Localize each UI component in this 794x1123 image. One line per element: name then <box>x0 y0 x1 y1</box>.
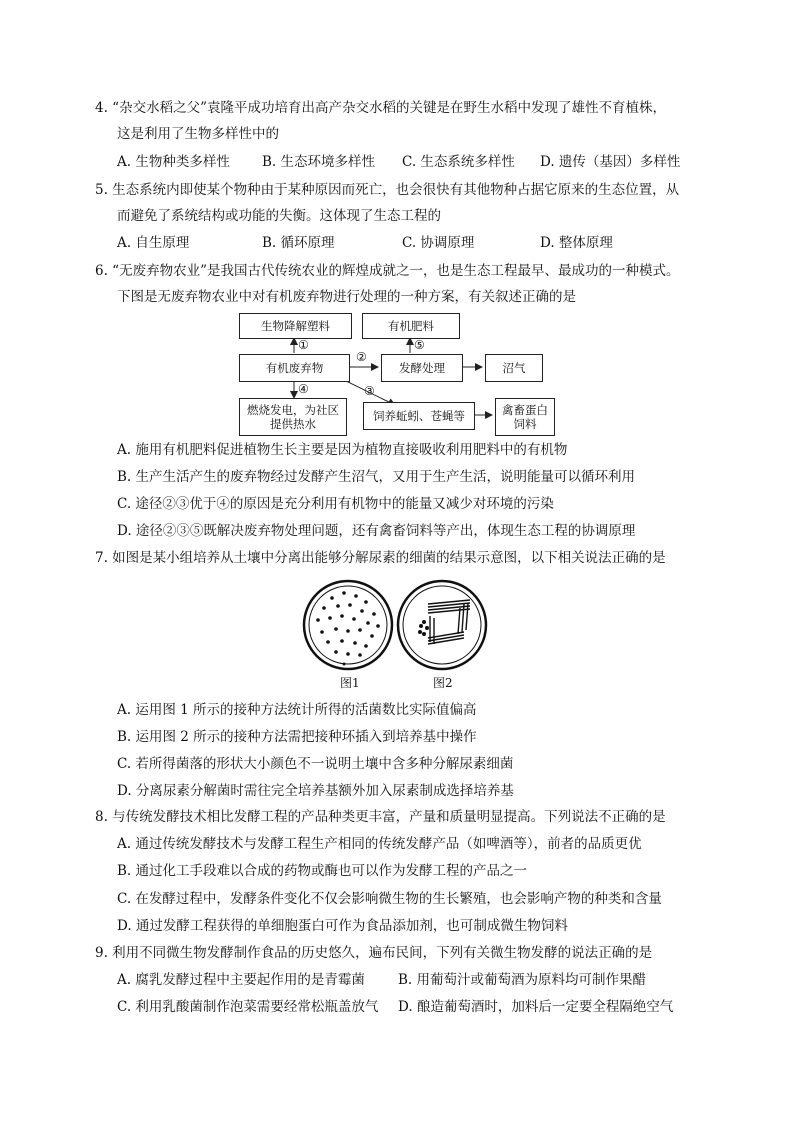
box-burn-power <box>239 398 347 436</box>
burn-line1: 燃烧发电，为社区 <box>247 403 339 417</box>
q4-option-a[interactable]: A. 生物种类多样性 <box>117 154 230 170</box>
q7-option-d[interactable]: D. 分离尿素分解菌时需往完全培养基额外加入尿素制成选择培养基 <box>117 783 514 799</box>
q6-option-b[interactable]: B. 生产生活产生的废弃物经过发酵产生沼气，又用于生产生活，说明能量可以循环利用 <box>117 469 636 485</box>
box-bioplastic: 生物降解塑料 <box>239 313 352 339</box>
q6-stem-line1: 6. “无废弃物农业”是我国古代传统农业的辉煌成就之一，也是生态工程最早、最成功的一种模式。 <box>95 263 680 279</box>
q9-option-b[interactable]: B. 用葡萄汁或葡萄酒为原料均可制作果醋 <box>398 972 647 988</box>
q7-option-c[interactable]: C. 若所得菌落的形状大小颜色不一说明土壤中含多种分解尿素细菌 <box>117 756 514 772</box>
q5-option-c[interactable]: C. 协调原理 <box>402 235 475 251</box>
q9-option-d[interactable]: D. 酿造葡萄酒时，加料后一定要全程隔绝空气 <box>398 999 674 1015</box>
burn-line2: 提供热水 <box>270 417 316 431</box>
q7-option-b[interactable]: B. 运用图 2 所示的接种方法需把接种环插入到培养基中操作 <box>117 729 477 745</box>
q5-option-d[interactable]: D. 整体原理 <box>540 235 613 251</box>
label-4: ④ <box>298 382 309 396</box>
q9-stem-line1: 9. 利用不同微生物发酵制作食品的历史悠久，遍布民间，下列有关微生物发酵的说法正确的是 <box>95 945 653 961</box>
q8-option-a[interactable]: A. 通过传统发酵技术与发酵工程生产相同的传统发酵产品（如啤酒等），前者的品质更优 <box>117 836 642 852</box>
protein-line1: 禽畜蛋白 <box>502 403 548 417</box>
q6-option-d[interactable]: D. 途径②③⑤既解决废弃物处理问题，还有禽畜饲料等产出，体现生态工程的协调原理 <box>117 523 636 539</box>
streak-colonies <box>418 620 429 636</box>
q8-option-b[interactable]: B. 通过化工手段难以合成的药物或酶也可以作为发酵工程的产品之一 <box>117 863 528 879</box>
q6-option-c[interactable]: C. 途径②③优于④的原因是充分利用有机物中的能量又减少对环境的污染 <box>117 496 554 512</box>
petri-dish-2-inner <box>403 586 481 664</box>
label-3: ③ <box>364 384 375 398</box>
q6-option-a[interactable]: A. 施用有机肥料促进植物生长主要是因为植物直接吸收利用肥料中的有机物 <box>117 442 568 458</box>
protein-line2: 饲料 <box>513 417 537 431</box>
box-organic-waste: 有机废弃物 <box>239 354 350 382</box>
box-protein-feed <box>495 398 555 436</box>
label-5: ⑤ <box>414 338 425 352</box>
petri-dish-figures <box>300 578 490 672</box>
q4-option-d[interactable]: D. 遗传（基因）多样性 <box>540 154 681 170</box>
fig2-caption: 图2 <box>433 676 453 690</box>
q4-stem-line2: 这是利用了生物多样性中的 <box>117 126 279 142</box>
box-biogas: 沼气 <box>485 354 543 382</box>
q8-option-d[interactable]: D. 通过发酵工程获得的单细胞蛋白可作为食品添加剂，也可制成微生物饲料 <box>117 918 568 934</box>
diagram-arrows <box>0 0 794 450</box>
q7-option-a[interactable]: A. 运用图 1 所示的接种方法统计所得的活菌数比实际值偏高 <box>117 702 477 718</box>
q4-stem-line1: 4. “杂交水稻之父”袁隆平成功培育出高产杂交水稻的关键是在野生水稻中发现了雄性不育植株， <box>95 100 666 116</box>
petri-dish-2 <box>398 581 486 669</box>
q9-option-a[interactable]: A. 腐乳发酵过程中主要起作用的是青霉菌 <box>117 972 365 988</box>
q6-stem-line2: 下图是无废弃物农业中对有机废弃物进行处理的一种方案，有关叙述正确的是 <box>117 289 576 305</box>
fig1-caption: 图1 <box>340 676 360 690</box>
colonies-dots <box>316 591 380 665</box>
q5-stem-line1: 5. 生态系统内即使某个物种由于某种原因而死亡，也会很快有其他物种占据它原来的生态位置，从 <box>95 182 680 198</box>
q4-option-b[interactable]: B. 生态环境多样性 <box>262 154 376 170</box>
label-1: ① <box>298 338 309 352</box>
label-2: ② <box>356 350 367 364</box>
q5-option-a[interactable]: A. 自生原理 <box>117 235 190 251</box>
box-feed-worms: 饲养蚯蚓、苍蝇等 <box>363 402 475 430</box>
box-fertilizer: 有机肥料 <box>362 313 460 339</box>
q7-stem-line1: 7. 如图是某小组培养从土壤中分离出能够分解尿素的细菌的结果示意图，以下相关说法正确的是 <box>95 550 666 566</box>
q5-stem-line2: 而避免了系统结构或功能的失衡。这体现了生态工程的 <box>117 208 441 224</box>
streak-lines <box>428 600 470 644</box>
q8-stem-line1: 8. 与传统发酵技术相比发酵工程的产品种类更丰富，产量和质量明显提高。下列说法不正确的是 <box>95 809 666 825</box>
q9-option-c[interactable]: C. 利用乳酸菌制作泡菜需要经常松瓶盖放气 <box>117 999 379 1015</box>
q8-option-c[interactable]: C. 在发酵过程中，发酵条件变化不仅会影响微生物的生长繁殖，也会影响产物的种类和含量 <box>117 891 662 907</box>
q4-option-c[interactable]: C. 生态系统多样性 <box>402 154 515 170</box>
q5-option-b[interactable]: B. 循环原理 <box>262 235 335 251</box>
box-ferment: 发酵处理 <box>381 354 463 382</box>
